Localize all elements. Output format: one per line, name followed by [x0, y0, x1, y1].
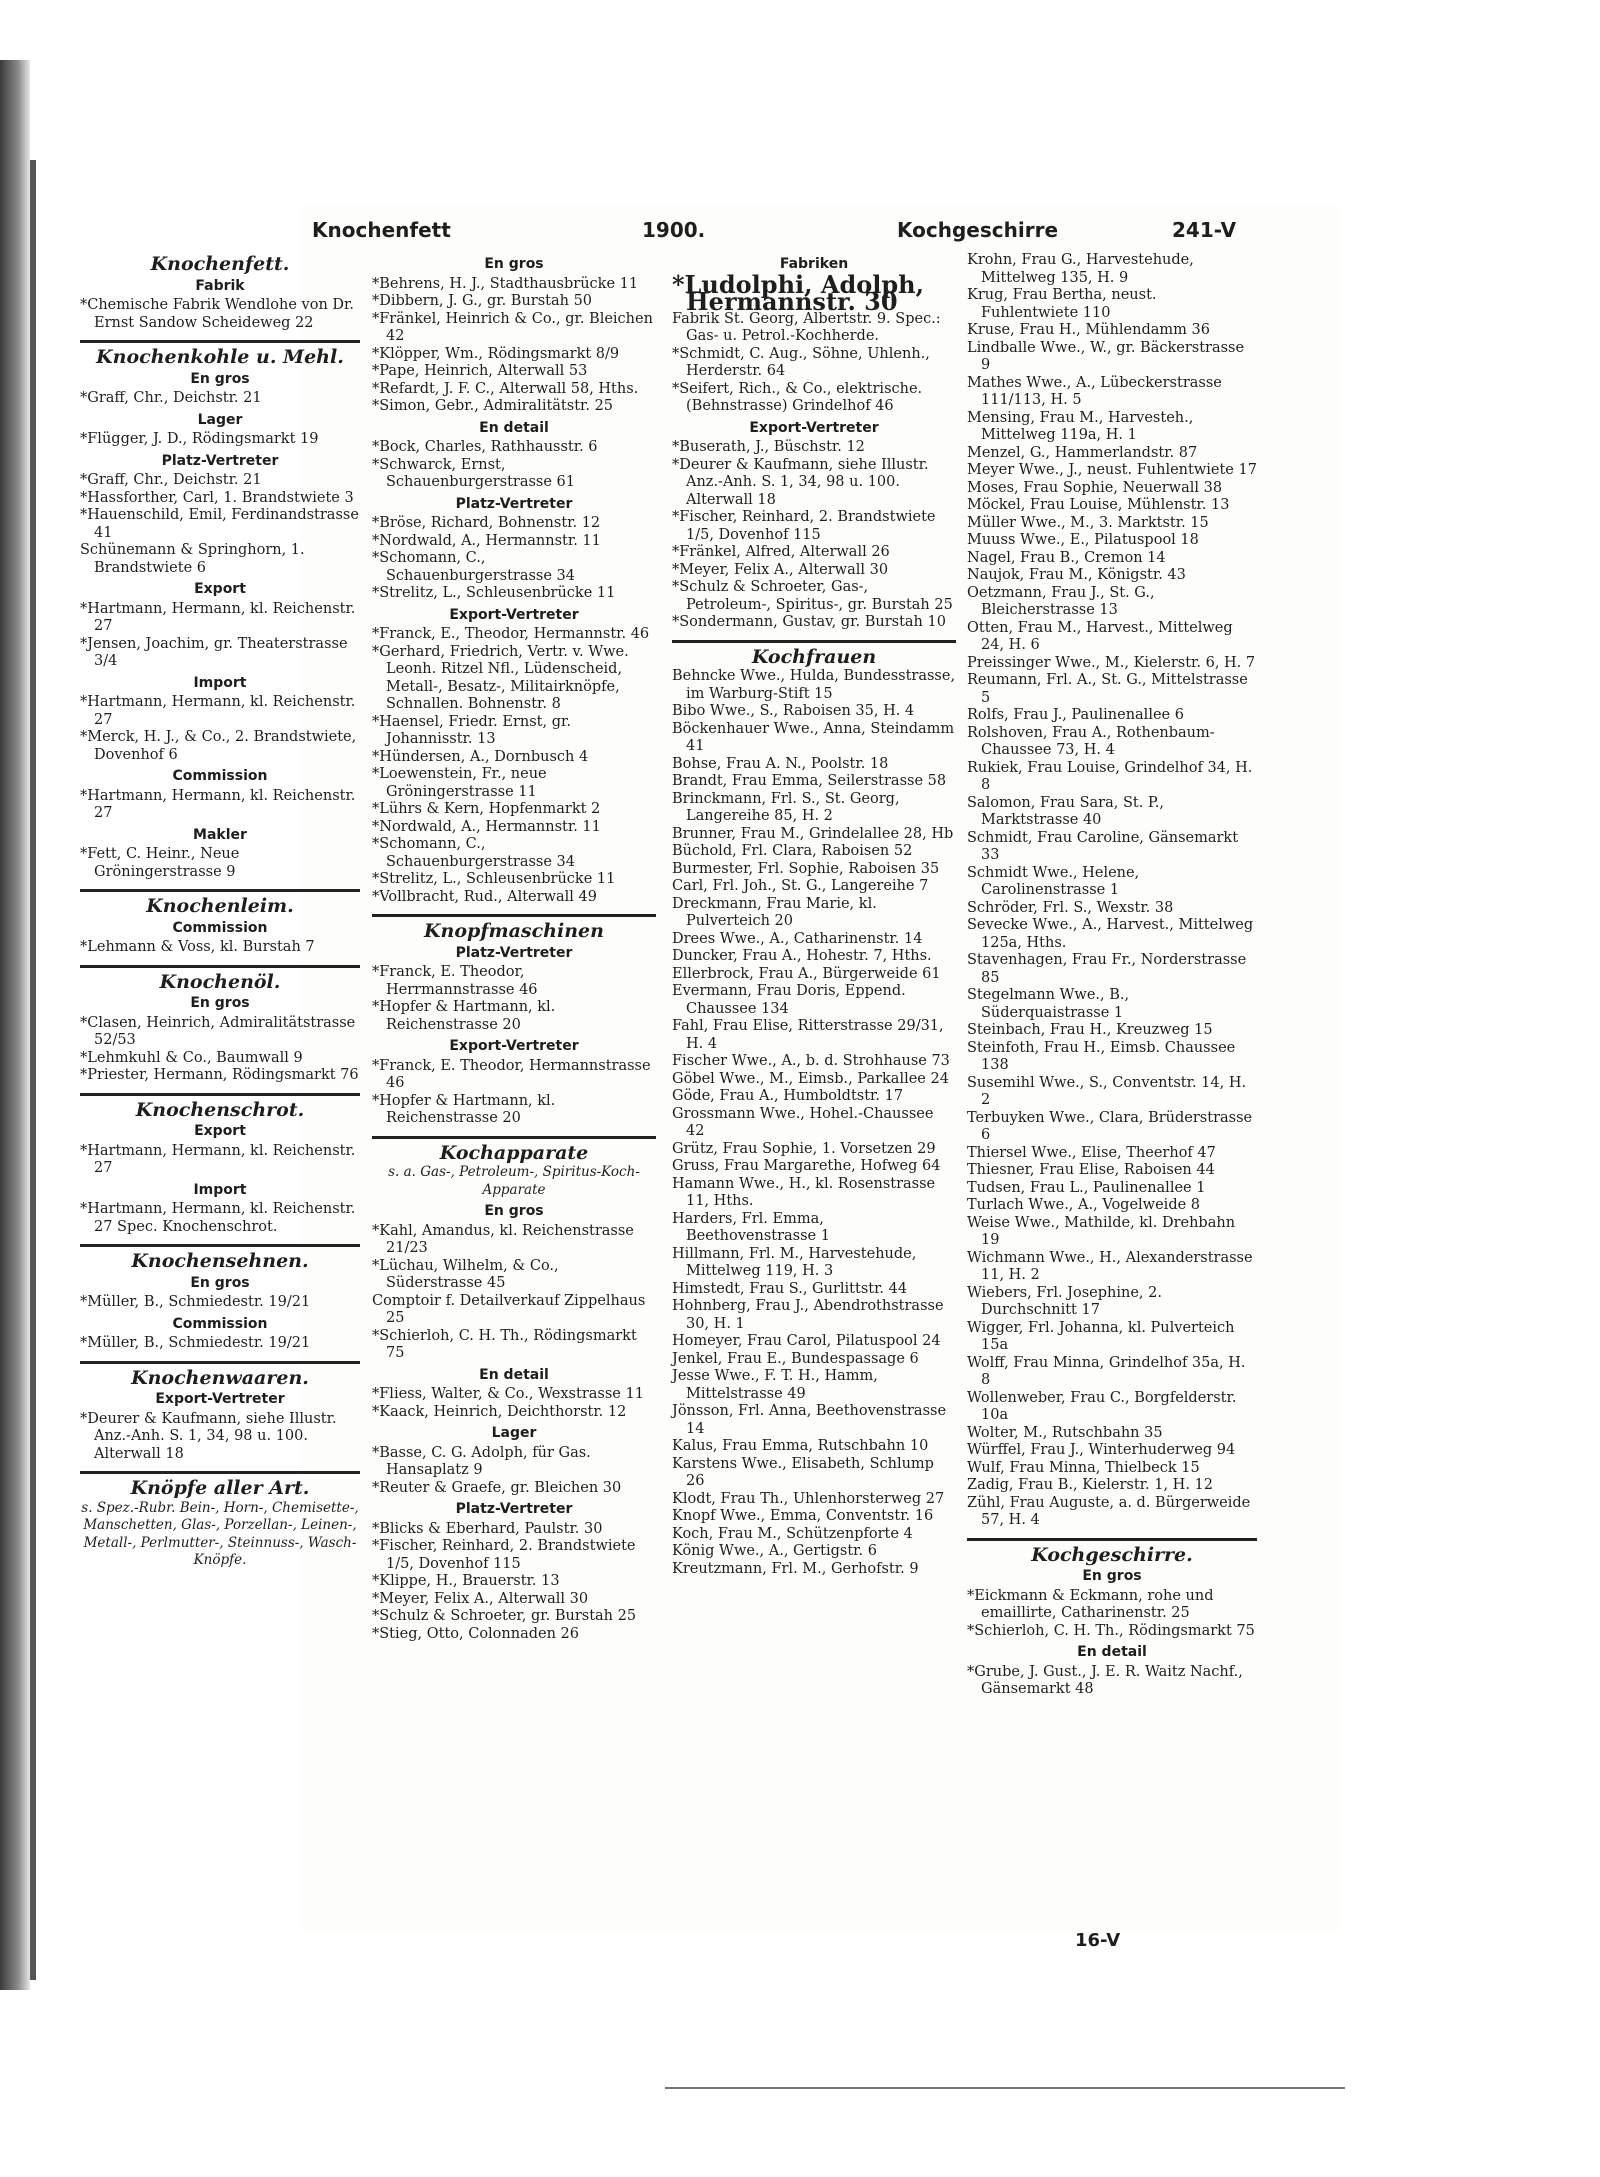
directory-entry: Würffel, Frau J., Winterhuderweg 94: [967, 1442, 1236, 1458]
directory-entry: *Klöpper, Wm., Rödingsmarkt 8/9: [372, 345, 620, 362]
directory-entry: *Hündersen, A., Dornbusch 4: [372, 748, 589, 765]
directory-entry: *Nordwald, A., Hermannstr. 11: [372, 532, 601, 549]
section-rule: [372, 1136, 656, 1139]
subheading: Export-Vertreter: [155, 1391, 285, 1407]
directory-entry: *Lehmann & Voss, kl. Burstah 7: [80, 939, 315, 955]
subheading: Commission: [172, 919, 268, 936]
directory-entry: Wiebers, Frl. Josephine, 2. Durchschnitt 17: [967, 1284, 1162, 1318]
directory-entry: Zühl, Frau Auguste, a. d. Bürgerweide 57, H. 4: [967, 1494, 1251, 1528]
subheading: En gros: [190, 370, 250, 387]
subheading: En detail: [479, 1366, 549, 1383]
directory-entry: *Deurer & Kaufmann, siehe Illustr. Anz.-Anh. S. 1, 34, 98 u. 100. Alterwall 18: [672, 456, 929, 508]
directory-entry: *Dibbern, J. G., gr. Burstah 50: [372, 293, 593, 309]
directory-entry: Ellerbrock, Frau A., Bürgerweide 61: [672, 965, 941, 982]
directory-entry: Rukiek, Frau Louise, Grindelhof 34, H. 8: [967, 759, 1253, 793]
directory-entry: Wolter, M., Rutschbahn 35: [967, 1424, 1163, 1441]
subheading: Platz-Vertreter: [455, 1501, 573, 1517]
directory-entry: *Bock, Charles, Rathhausstr. 6: [372, 439, 598, 455]
directory-entry: Fahl, Frau Elise, Ritterstrasse 29/31, H. 4: [672, 1018, 944, 1052]
directory-entry: *Stieg, Otto, Colonnaden 26: [372, 1625, 579, 1642]
directory-entry: *Schwarck, Ernst, Schauenburgerstrasse 61: [372, 456, 576, 490]
directory-entry: *Blicks & Eberhard, Paulstr. 30: [372, 1520, 603, 1537]
directory-entry: Kruse, Frau H., Mühlendamm 36: [967, 322, 1210, 338]
subheading: Lager: [197, 411, 243, 428]
directory-entry: Steinfoth, Frau H., Eimsb. Chaussee 138: [967, 1039, 1236, 1073]
directory-entry: Rolshoven, Frau A., Rothenbaum-Chaussee 73, H. 4: [967, 724, 1215, 758]
directory-entry: *Fett, C. Heinr., Neue Gröningerstrasse 9: [80, 846, 240, 880]
directory-entry: Stegelmann Wwe., B., Süderquaistrasse 1: [967, 987, 1130, 1021]
directory-entry: Göbel Wwe., M., Eimsb., Parkallee 24: [672, 1070, 949, 1087]
section-title: Knopfmaschinen: [424, 920, 604, 942]
directory-entry: *Franck, E. Theodor, Hermannstrasse 46: [372, 1057, 651, 1091]
directory-entry: *Franck, E., Theodor, Hermannstr. 46: [372, 626, 650, 642]
directory-entry: *Hassforther, Carl, 1. Brandstwiete 3: [80, 489, 354, 506]
section-title: Knochenleim.: [146, 895, 294, 917]
directory-entry: Kreutzmann, Frl. M., Gerhofstr. 9: [672, 1560, 919, 1577]
directory-entry: Kalus, Frau Emma, Rutschbahn 10: [672, 1438, 929, 1454]
directory-entry: Schünemann & Springhorn, 1. Brandstwiete 6: [80, 542, 305, 576]
subheading: Export-Vertreter: [449, 1038, 579, 1054]
directory-entry: *Schomann, C., Schauenburgerstrasse 34: [372, 550, 576, 584]
subheading: Export-Vertreter: [449, 606, 579, 623]
note-text: s. a. Gas-, Petroleum-, Spiritus-Koch-Apparate: [388, 1164, 640, 1198]
directory-entry: *Müller, B., Schmiedestr. 19/21: [80, 1294, 311, 1310]
directory-entry: Tudsen, Frau L., Paulinenallee 1: [967, 1179, 1206, 1196]
directory-entry: Himstedt, Frau S., Gurlittstr. 44: [672, 1280, 908, 1297]
directory-entry: Behncke Wwe., Hulda, Bundesstrasse, im Warburg-Stift 15: [672, 668, 956, 702]
section-rule: [967, 1538, 1257, 1541]
section-title: Knochensehnen.: [131, 1250, 309, 1272]
directory-entry: *Bröse, Richard, Bohnenstr. 12: [372, 515, 601, 531]
directory-entry: Krohn, Frau G., Harvestehude, Mittelweg 135, H. 9: [967, 252, 1194, 286]
directory-entry: *Seifert, Rich., & Co., elektrische. (Behnstrasse) Grindelhof 46: [672, 380, 923, 414]
directory-entry: *Nordwald, A., Hermannstr. 11: [372, 818, 601, 835]
directory-entry: Bohse, Frau A. N., Poolstr. 18: [672, 755, 889, 772]
subheading: Makler: [193, 826, 247, 843]
head-left: Knochenfett: [312, 218, 451, 242]
directory-entry: Schmidt Wwe., Helene, Carolinenstrasse 1: [967, 864, 1140, 898]
directory-entry: *Schulz & Schroeter, Gas-, Petroleum-, Spiritus-, gr. Burstah 25: [672, 579, 953, 613]
head-year: 1900.: [642, 218, 706, 242]
directory-entry: Terbuyken Wwe., Clara, Brüderstrasse 6: [967, 1109, 1253, 1143]
directory-entry: *Deurer & Kaufmann, siehe Illustr. Anz.-Anh. S. 1, 34, 98 u. 100. Alterwall 18: [80, 1410, 337, 1462]
directory-entry: Koch, Frau M., Schützenpforte 4: [672, 1525, 913, 1542]
subheading: Fabriken: [779, 256, 849, 272]
directory-entry: Comptoir f. Detailverkauf Zippelhaus 25: [372, 1292, 646, 1326]
directory-entry: *Buserath, J., Büschstr. 12: [672, 439, 865, 455]
directory-entry: *Fischer, Reinhard, 2. Brandstwiete 1/5, Dovenhof 115: [372, 1538, 636, 1572]
directory-entry: Möckel, Frau Louise, Mühlenstr. 13: [967, 497, 1230, 513]
directory-entry: Stavenhagen, Frau Fr., Norderstrasse 85: [967, 952, 1247, 986]
directory-entry: *Hartmann, Hermann, kl. Reichenstr. 27: [80, 600, 356, 634]
directory-entry: Grossmann Wwe., Hohel.-Chaussee 42: [672, 1105, 934, 1139]
directory-entry: Nagel, Frau B., Cremon 14: [967, 549, 1166, 566]
directory-entry: *Hartmann, Hermann, kl. Reichenstr. 27 Spec. Knochenschrot.: [80, 1201, 356, 1235]
directory-entry: Göde, Frau A., Humboldtstr. 17: [672, 1088, 904, 1104]
directory-entry: Salomon, Frau Sara, St. P., Marktstrasse 40: [967, 794, 1164, 828]
directory-entry: Jesse Wwe., F. T. H., Hamm, Mittelstrasse 49: [672, 1368, 878, 1402]
directory-entry: *Jensen, Joachim, gr. Theaterstrasse 3/4: [80, 635, 348, 669]
directory-entry: Preissinger Wwe., M., Kielerstr. 6, H. 7: [967, 654, 1256, 671]
directory-entry: Böckenhauer Wwe., Anna, Steindamm 41: [672, 720, 955, 754]
subheading: En gros: [190, 1274, 250, 1291]
directory-entry: *Strelitz, L., Schleusenbrücke 11: [372, 871, 616, 887]
column-2: [372, 252, 656, 1643]
directory-entry: Drees Wwe., A., Catharinenstr. 14: [672, 930, 923, 947]
directory-entry: *Chemische Fabrik Wendlohe von Dr. Ernst Sandow Scheideweg 22: [80, 297, 354, 331]
directory-entry: Wulf, Frau Minna, Thielbeck 15: [967, 1459, 1200, 1476]
directory-entry: *Schierloh, C. H. Th., Rödingsmarkt 75: [967, 1622, 1255, 1639]
section-title: Knochenwaaren.: [131, 1366, 309, 1389]
directory-entry: *Lehmkuhl & Co., Baumwall 9: [80, 1049, 303, 1066]
directory-entry: Hillmann, Frl. M., Harvestehude, Mittelweg 119, H. 3: [672, 1245, 917, 1279]
directory-entry: Evermann, Frau Doris, Eppend. Chaussee 134: [672, 983, 906, 1017]
subheading: Commission: [172, 768, 268, 784]
directory-entry: *Reuter & Graefe, gr. Bleichen 30: [372, 1479, 622, 1496]
directory-entry: Weise Wwe., Mathilde, kl. Drehbahn 19: [967, 1214, 1236, 1248]
directory-entry: Brandt, Frau Emma, Seilerstrasse 58: [672, 773, 947, 789]
section-title: Kochapparate: [439, 1141, 589, 1164]
note-text: s. Spez.-Rubr. Bein-, Horn-, Chemisette-, Manschetten, Glas-, Porzellan-, Leinen-, Metall-, Perlmutter-, Steinnuss-, Wasch-Knöpfe.: [81, 1499, 359, 1568]
subheading: Platz-Vertreter: [455, 495, 573, 512]
subheading: En detail: [479, 419, 549, 436]
directory-entry: Muuss Wwe., E., Pilatuspool 18: [967, 532, 1199, 548]
directory-entry: Mensing, Frau M., Harvesteh., Mittelweg 119a, H. 1: [967, 409, 1194, 443]
subheading: En gros: [1082, 1568, 1142, 1584]
directory-entry: Krug, Frau Bertha, neust. Fuhlentwiete 110: [967, 287, 1157, 321]
directory-entry: Carl, Frl. Joh., St. G., Langereihe 7: [672, 878, 929, 894]
directory-entry: Büchold, Frl. Clara, Raboisen 52: [672, 843, 913, 859]
directory-entry: *Pape, Heinrich, Alterwall 53: [372, 363, 588, 379]
directory-entry: Oetzmann, Frau J., St. G., Bleicherstrasse 13: [967, 584, 1155, 618]
directory-entry: Rolfs, Frau J., Paulinenallee 6: [967, 707, 1184, 723]
subheading: En gros: [484, 1203, 544, 1219]
directory-entry: Knopf Wwe., Emma, Conventstr. 16: [672, 1508, 934, 1524]
scan-shadow: [0, 60, 30, 1990]
directory-entry: *Fränkel, Heinrich & Co., gr. Bleichen 42: [372, 310, 653, 344]
directory-entry: Fabrik St. Georg, Albertstr. 9. Spec.: Gas- u. Petrol.-Kochherde.: [672, 310, 941, 344]
directory-entry: Wolff, Frau Minna, Grindelhof 35a, H. 8: [967, 1354, 1246, 1388]
section-rule: [372, 914, 656, 917]
directory-entry: *Graff, Chr., Deichstr. 21: [80, 472, 262, 488]
section-title: Knochenöl.: [159, 970, 281, 993]
directory-entry: Grütz, Frau Sophie, 1. Vorsetzen 29: [672, 1140, 936, 1157]
directory-entry: *Sondermann, Gustav, gr. Burstah 10: [672, 614, 946, 630]
directory-entry: Burmester, Frl. Sophie, Raboisen 35: [672, 860, 940, 877]
directory-entry: Meyer Wwe., J., neust. Fuhlentwiete 17: [967, 462, 1257, 478]
section-rule: [80, 1244, 360, 1247]
directory-entry: *Flügger, J. D., Rödingsmarkt 19: [80, 431, 319, 447]
section-rule: [80, 1361, 360, 1364]
directory-entry: Wigger, Frl. Johanna, kl. Pulverteich 15a: [967, 1319, 1235, 1353]
section-rule: [80, 340, 360, 343]
scan-edge: [30, 160, 36, 1980]
directory-entry: *Fischer, Reinhard, 2. Brandstwiete 1/5, Dovenhof 115: [672, 509, 936, 543]
head-right: Kochgeschirre: [897, 218, 1059, 242]
directory-entry: *Kaack, Heinrich, Deichthorstr. 12: [372, 1403, 627, 1420]
subheading: Commission: [172, 1315, 268, 1332]
directory-entry: Homeyer, Frau Carol, Pilatuspool 24: [672, 1333, 941, 1349]
subheading: En detail: [1077, 1644, 1147, 1660]
subheading: Fabrik: [195, 277, 245, 294]
directory-entry: Schröder, Frl. S., Wexstr. 38: [967, 899, 1174, 916]
directory-entry: Harders, Frl. Emma, Beethovenstrasse 1: [672, 1210, 830, 1244]
section-title: Kochfrauen: [751, 645, 877, 668]
directory-entry: Bibo Wwe., S., Raboisen 35, H. 4: [672, 703, 915, 719]
directory-entry: Jenkel, Frau E., Bundespassage 6: [672, 1350, 919, 1367]
subheading: Platz-Vertreter: [455, 944, 573, 961]
directory-entry: *Haensel, Friedr. Ernst, gr. Johannisstr. 13: [372, 713, 571, 747]
directory-entry: *Schmidt, C. Aug., Söhne, Uhlenh., Herderstr. 64: [672, 345, 930, 379]
section-title: Knöpfe aller Art.: [130, 1477, 310, 1499]
directory-entry: Dreckmann, Frau Marie, kl. Pulverteich 20: [672, 895, 877, 929]
directory-entry: *Merck, H. J., & Co., 2. Brandstwiete, Dovenhof 6: [80, 729, 357, 763]
running-head: [312, 218, 1252, 248]
directory-entry: *Behrens, H. J., Stadthausbrücke 11: [372, 275, 639, 292]
directory-entry: Klodt, Frau Th., Uhlenhorsterweg 27: [672, 1490, 945, 1507]
subheading: Export-Vertreter: [749, 419, 879, 436]
directory-entry: König Wwe., A., Gertigstr. 6: [672, 1543, 877, 1559]
section-title: Knochenfett.: [150, 253, 290, 275]
directory-entry: Karstens Wwe., Elisabeth, Schlump 26: [672, 1455, 934, 1489]
directory-entry: Lindballe Wwe., W., gr. Bäckerstrasse 9: [967, 339, 1245, 373]
directory-entry: *Lührs & Kern, Hopfenmarkt 2: [372, 801, 601, 817]
subheading: En gros: [484, 256, 544, 272]
directory-entry: *Vollbracht, Rud., Alterwall 49: [372, 888, 597, 905]
directory-entry: Wichmann Wwe., H., Alexanderstrasse 11, H. 2: [967, 1249, 1253, 1283]
subheading: Export: [194, 1123, 246, 1139]
directory-entry: Hohnberg, Frau J., Abendrothstrasse 30, H. 1: [672, 1298, 944, 1332]
directory-entry: *Grube, J. Gust., J. E. R. Waitz Nachf., Gänsemarkt 48: [967, 1663, 1243, 1697]
subheading: Platz-Vertreter: [161, 452, 279, 469]
directory-entry: *Lüchau, Wilhelm, & Co., Süderstrasse 45: [372, 1257, 559, 1291]
directory-entry: Brinckmann, Frl. S., St. Georg, Langereihe 85, H. 2: [672, 790, 900, 824]
directory-entry: *Hauenschild, Emil, Ferdinandstrasse 41: [80, 507, 359, 541]
directory-entry: *Hartmann, Hermann, kl. Reichenstr. 27: [80, 1142, 356, 1176]
directory-entry: Sevecke Wwe., A., Harvest., Mittelweg 125a, Hths.: [967, 917, 1254, 951]
column-4: [967, 252, 1257, 1699]
directory-entry: *Schierloh, C. H. Th., Rödingsmarkt 75: [372, 1327, 637, 1361]
section-title: Knochenschrot.: [135, 1098, 305, 1121]
directory-entry: Thiersel Wwe., Elise, Theerhof 47: [967, 1144, 1216, 1161]
section-rule: [80, 1093, 360, 1096]
directory-entry: *Refardt, J. F. C., Alterwall 58, Hths.: [372, 380, 639, 397]
directory-entry: Naujok, Frau M., Königstr. 43: [967, 567, 1186, 583]
subheading: En gros: [190, 995, 250, 1011]
directory-entry: *Hopfer & Hartmann, kl. Reichenstrasse 20: [372, 1092, 556, 1126]
section-rule: [80, 889, 360, 892]
directory-entry: *Meyer, Felix A., Alterwall 30: [372, 1590, 589, 1607]
subheading: Lager: [491, 1425, 537, 1441]
directory-entry: Mathes Wwe., A., Lübeckerstrasse 111/113, H. 5: [967, 374, 1222, 408]
column-3: [672, 252, 956, 1578]
directory-entry: Susemihl Wwe., S., Conventstr. 14, H. 2: [967, 1074, 1247, 1108]
directory-entry: Brunner, Frau M., Grindelallee 28, Hb: [672, 825, 954, 842]
directory-entry: *Fliess, Walter, & Co., Wexstrasse 11: [372, 1386, 644, 1402]
featured-entry: *Ludolphi, Adolph, Hermannstr. 30: [672, 269, 924, 316]
directory-entry: *Priester, Hermann, Rödingsmarkt 76: [80, 1067, 359, 1083]
directory-entry: Moses, Frau Sophie, Neuerwall 38: [967, 479, 1223, 496]
directory-entry: Otten, Frau M., Harvest., Mittelweg 24, H. 6: [967, 619, 1233, 653]
subheading: Import: [193, 674, 247, 691]
directory-entry: Thiesner, Frau Elise, Raboisen 44: [967, 1162, 1215, 1178]
directory-entry: Duncker, Frau A., Hohestr. 7, Hths.: [672, 948, 932, 964]
directory-entry: *Klippe, H., Brauerstr. 13: [372, 1573, 560, 1589]
directory-entry: *Hopfer & Hartmann, kl. Reichenstrasse 20: [372, 999, 556, 1033]
directory-entry: *Graff, Chr., Deichstr. 21: [80, 390, 262, 406]
directory-entry: *Basse, C. G. Adolph, für Gas. Hansaplatz 9: [372, 1444, 591, 1478]
directory-entry: *Franck, E. Theodor, Herrmannstrasse 46: [372, 964, 538, 998]
directory-entry: *Hartmann, Hermann, kl. Reichenstr. 27: [80, 694, 356, 728]
directory-entry: Fischer Wwe., A., b. d. Strohhause 73: [672, 1053, 950, 1069]
section-title: Kochgeschirre.: [1031, 1543, 1193, 1566]
column-1: [80, 252, 360, 1570]
directory-entry: *Clasen, Heinrich, Admiralitätstrasse 52/53: [80, 1014, 356, 1048]
directory-entry: Steinbach, Frau H., Kreuzweg 15: [967, 1022, 1213, 1038]
head-page: 241-V: [1172, 218, 1237, 242]
scan-ruler: [665, 2087, 1345, 2097]
directory-entry: *Schulz & Schroeter, gr. Burstah 25: [372, 1608, 637, 1624]
directory-entry: Wollenweber, Frau C., Borgfelderstr. 10a: [967, 1389, 1237, 1423]
section-rule: [80, 965, 360, 968]
directory-entry: *Strelitz, L., Schleusenbrücke 11: [372, 585, 616, 601]
directory-entry: *Simon, Gebr., Admiralitätstr. 25: [372, 398, 614, 414]
directory-entry: *Loewenstein, Fr., neue Gröningerstrasse 11: [372, 766, 547, 800]
directory-entry: Reumann, Frl. A., St. G., Mittelstrasse 5: [967, 672, 1248, 706]
signature-mark: 16-V: [1075, 1930, 1121, 1951]
directory-entry: *Eickmann & Eckmann, rohe und emaillirte, Catharinenstr. 25: [967, 1587, 1214, 1621]
directory-entry: Müller Wwe., M., 3. Marktstr. 15: [967, 514, 1209, 531]
directory-entry: Jönsson, Frl. Anna, Beethovenstrasse 14: [672, 1403, 947, 1437]
section-title: Knochenkohle u. Mehl.: [96, 346, 344, 368]
section-rule: [672, 640, 956, 643]
directory-entry: *Gerhard, Friedrich, Vertr. v. Wwe. Leonh. Ritzel Nfl., Lüdenscheid, Metall-, Besatz-, Militairknöpfe, Schnallen. Bohnenstr. 8: [372, 643, 629, 712]
section-rule: [80, 1471, 360, 1474]
directory-entry: Hamann Wwe., H., kl. Rosenstrasse 11, Hths.: [672, 1175, 936, 1209]
subheading: Export: [194, 581, 246, 597]
directory-entry: *Fränkel, Alfred, Alterwall 26: [672, 544, 890, 560]
directory-entry: Menzel, G., Hammerlandstr. 87: [967, 444, 1198, 461]
subheading: Import: [193, 1181, 247, 1198]
directory-entry: Schmidt, Frau Caroline, Gänsemarkt 33: [967, 829, 1239, 863]
directory-entry: Zadig, Frau B., Kielerstr. 1, H. 12: [967, 1477, 1213, 1493]
directory-entry: *Meyer, Felix A., Alterwall 30: [672, 561, 889, 578]
directory-entry: Turlach Wwe., A., Vogelweide 8: [967, 1197, 1201, 1213]
directory-entry: *Schomann, C., Schauenburgerstrasse 34: [372, 836, 576, 870]
directory-entry: Gruss, Frau Margarethe, Hofweg 64: [672, 1158, 941, 1174]
directory-entry: *Kahl, Amandus, kl. Reichenstrasse 21/23: [372, 1222, 634, 1256]
directory-entry: *Müller, B., Schmiedestr. 19/21: [80, 1335, 311, 1351]
directory-entry: *Hartmann, Hermann, kl. Reichenstr. 27: [80, 787, 356, 821]
